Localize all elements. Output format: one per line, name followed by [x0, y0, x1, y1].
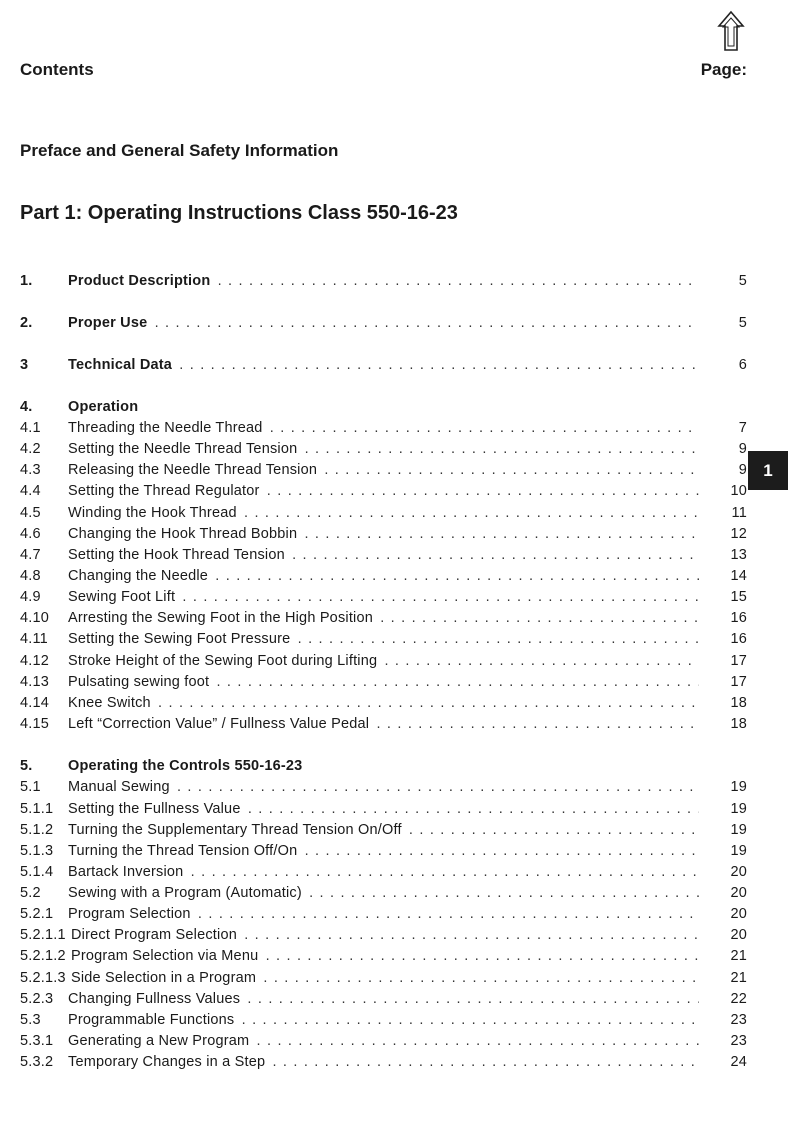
toc-entry-page: 9 [738, 462, 747, 478]
toc-entry-title: Temporary Changes in a Step [68, 1054, 266, 1070]
toc-entry-title: Releasing the Needle Thread Tension [68, 462, 318, 478]
toc-entry-title: Operation [68, 399, 139, 415]
toc-entry-title: Setting the Fullness Value [68, 801, 241, 817]
toc-entry-number: 5.1 [20, 779, 41, 795]
toc-entry-title: Arresting the Sewing Foot in the High Position [68, 610, 373, 626]
toc-entry-number: 5.1.1 [20, 801, 54, 817]
toc-entry[interactable] [20, 587, 747, 608]
toc-entry-number: 4.8 [20, 568, 41, 584]
toc-entry[interactable] [20, 355, 747, 376]
toc-entry-number: 5.3.1 [20, 1033, 54, 1049]
toc-entry-title: Manual Sewing [68, 779, 170, 795]
toc-entry[interactable] [20, 756, 747, 777]
toc-entry[interactable] [20, 629, 747, 650]
toc-entry-page: 23 [730, 1033, 747, 1049]
toc-entry[interactable] [20, 651, 747, 672]
toc-entry[interactable] [20, 672, 747, 693]
toc-entry[interactable] [20, 481, 747, 502]
toc-entry[interactable] [20, 545, 747, 566]
toc-entry-number: 4.12 [20, 653, 50, 669]
toc-entry[interactable] [20, 820, 747, 841]
toc-entry-title: Proper Use [68, 315, 148, 331]
toc-entry[interactable] [20, 693, 747, 714]
toc-entry-number: 4.4 [20, 483, 41, 499]
toc-entry-title: Operating the Controls 550-16-23 [68, 758, 303, 774]
toc-entry-page: 17 [730, 653, 747, 669]
toc-entry-title: Left “Correction Value” / Fullness Value Pedal [68, 716, 370, 732]
toc-entry-page: 5 [738, 273, 747, 289]
toc-entry-page: 19 [730, 843, 747, 859]
toc-entry-page: 7 [738, 420, 747, 436]
toc-entry-title: Direct Program Selection [71, 927, 237, 943]
toc-entry-number: 4.7 [20, 547, 41, 563]
toc-entry-page: 21 [730, 970, 747, 986]
toc-entry-page: 19 [730, 779, 747, 795]
toc-entry-title: Threading the Needle Thread [68, 420, 263, 436]
toc-entry-title: Program Selection via Menu [71, 948, 259, 964]
toc-entry-number: 5.3.2 [20, 1054, 54, 1070]
toc-entry-number: 5.1.4 [20, 864, 54, 880]
toc-entry-number: 4.14 [20, 695, 50, 711]
toc-entry[interactable] [20, 460, 747, 481]
toc-entry[interactable] [20, 714, 747, 735]
toc-entry-title: Generating a New Program [68, 1033, 250, 1049]
toc-entry[interactable] [20, 1052, 747, 1073]
page-column-heading: Page: [700, 60, 747, 79]
toc-entry-number: 4.2 [20, 441, 41, 457]
toc-entry-number: 5.2.1.2 [20, 948, 66, 964]
toc-entry-number: 4.13 [20, 674, 50, 690]
toc-entry[interactable] [20, 1031, 747, 1052]
preface-heading[interactable]: Preface and General Safety Information [20, 141, 339, 160]
toc-entry-page: 17 [730, 674, 747, 690]
toc-entry[interactable] [20, 841, 747, 862]
toc-entry-page: 19 [730, 822, 747, 838]
toc-entry-number: 5. [20, 758, 33, 774]
part-title: Part 1: Operating Instructions Class 550-16-23 [20, 202, 458, 224]
toc-entry-page: 23 [730, 1012, 747, 1028]
toc-entry-number: 4.15 [20, 716, 50, 732]
toc-entry-title: Setting the Sewing Foot Pressure [68, 631, 291, 647]
toc-entry-page: 20 [730, 885, 747, 901]
toc-entry-number: 5.2.1.3 [20, 970, 66, 986]
toc-entry-title: Technical Data [68, 357, 173, 373]
toc-entry-page: 15 [730, 589, 747, 605]
toc-entry-title: Setting the Hook Thread Tension [68, 547, 285, 563]
toc-entry[interactable] [20, 524, 747, 545]
toc-entry-title: Changing Fullness Values [68, 991, 241, 1007]
toc-entry[interactable] [20, 883, 747, 904]
toc-entry-page: 18 [730, 716, 747, 732]
toc-entry-number: 5.2 [20, 885, 41, 901]
toc-entry[interactable] [20, 1010, 747, 1031]
toc-entry-page: 20 [730, 864, 747, 880]
contents-heading: Contents [20, 60, 94, 79]
toc-entry-number: 4.3 [20, 462, 41, 478]
toc-entry-number: 3 [20, 357, 29, 373]
toc-entry-title: Sewing with a Program (Automatic) [68, 885, 302, 901]
toc-entry-number: 4.9 [20, 589, 41, 605]
toc-entry[interactable] [20, 925, 747, 946]
toc-entry-title: Knee Switch [68, 695, 151, 711]
toc-entry-number: 4.1 [20, 420, 41, 436]
toc-entry-page: 14 [730, 568, 747, 584]
toc-entry-number: 5.1.3 [20, 843, 54, 859]
toc-entry-page: 5 [738, 315, 747, 331]
toc-entry-page: 16 [730, 610, 747, 626]
toc-entry[interactable] [20, 862, 747, 883]
toc-entry-title: Product Description [68, 273, 211, 289]
toc-entry-number: 2. [20, 315, 33, 331]
toc-entry-page: 9 [738, 441, 747, 457]
toc-entry-page: 21 [730, 948, 747, 964]
toc-entry-title: Turning the Supplementary Thread Tension On/Off [68, 822, 402, 838]
toc-entry-number: 4.6 [20, 526, 41, 542]
toc-entry[interactable] [20, 608, 747, 629]
toc-entry-page: 22 [730, 991, 747, 1007]
toc-entry-title: Winding the Hook Thread [68, 505, 237, 521]
arrow-up-icon[interactable] [716, 10, 746, 52]
toc-entry[interactable] [20, 313, 747, 334]
toc-entry-title: Stroke Height of the Sewing Foot during Lifting [68, 653, 378, 669]
toc-entry-title: Programmable Functions [68, 1012, 235, 1028]
toc-entry-page: 10 [730, 483, 747, 499]
toc-entry-number: 4. [20, 399, 33, 415]
toc-entry-page: 16 [730, 631, 747, 647]
toc-entry[interactable] [20, 503, 747, 524]
toc-entry-title: Program Selection [68, 906, 191, 922]
toc-entry[interactable] [20, 968, 747, 989]
toc-entry-number: 4.11 [20, 631, 48, 647]
toc-entry-title: Setting the Needle Thread Tension [68, 441, 298, 457]
toc-entry-page: 6 [738, 357, 747, 373]
toc-entry-title: Setting the Thread Regulator [68, 483, 260, 499]
toc-entry-page: 20 [730, 906, 747, 922]
toc-entry[interactable] [20, 946, 747, 967]
toc-entry-number: 5.1.2 [20, 822, 54, 838]
toc-entry[interactable] [20, 418, 747, 439]
toc-entry-page: 18 [730, 695, 747, 711]
toc-entry-title: Sewing Foot Lift [68, 589, 176, 605]
toc-entry-page: 20 [730, 927, 747, 943]
toc-entry-number: 5.3 [20, 1012, 41, 1028]
toc-entry-page: 11 [731, 505, 747, 521]
toc-entry[interactable] [20, 777, 747, 798]
toc-entry-title: Turning the Thread Tension Off/On [68, 843, 298, 859]
toc-entry-title: Bartack Inversion [68, 864, 184, 880]
toc-entry-number: 5.2.1.1 [20, 927, 66, 943]
toc-entry-number: 5.2.3 [20, 991, 54, 1007]
toc-entry-title: Changing the Needle [68, 568, 209, 584]
toc-entry-number: 4.10 [20, 610, 50, 626]
toc-entry[interactable] [20, 566, 747, 587]
toc-entry-page: 12 [730, 526, 747, 542]
toc-entry[interactable] [20, 904, 747, 925]
toc-entry-number: 4.5 [20, 505, 41, 521]
toc-entry-page: 13 [730, 547, 747, 563]
toc-entry-number: 1. [20, 273, 33, 289]
toc-entry[interactable] [20, 439, 747, 460]
toc-entry-number: 5.2.1 [20, 906, 54, 922]
toc-entry-title: Side Selection in a Program [71, 970, 257, 986]
toc-entry-page: 24 [730, 1054, 747, 1070]
chapter-tab[interactable]: 1 [748, 451, 788, 490]
toc-entry[interactable] [20, 989, 747, 1010]
toc-entry-title: Pulsating sewing foot [68, 674, 210, 690]
toc-entry-page: 19 [730, 801, 747, 817]
toc-entry[interactable] [20, 397, 747, 418]
toc-entry-title: Changing the Hook Thread Bobbin [68, 526, 298, 542]
toc-entry[interactable] [20, 799, 747, 820]
toc-entry[interactable] [20, 271, 747, 292]
